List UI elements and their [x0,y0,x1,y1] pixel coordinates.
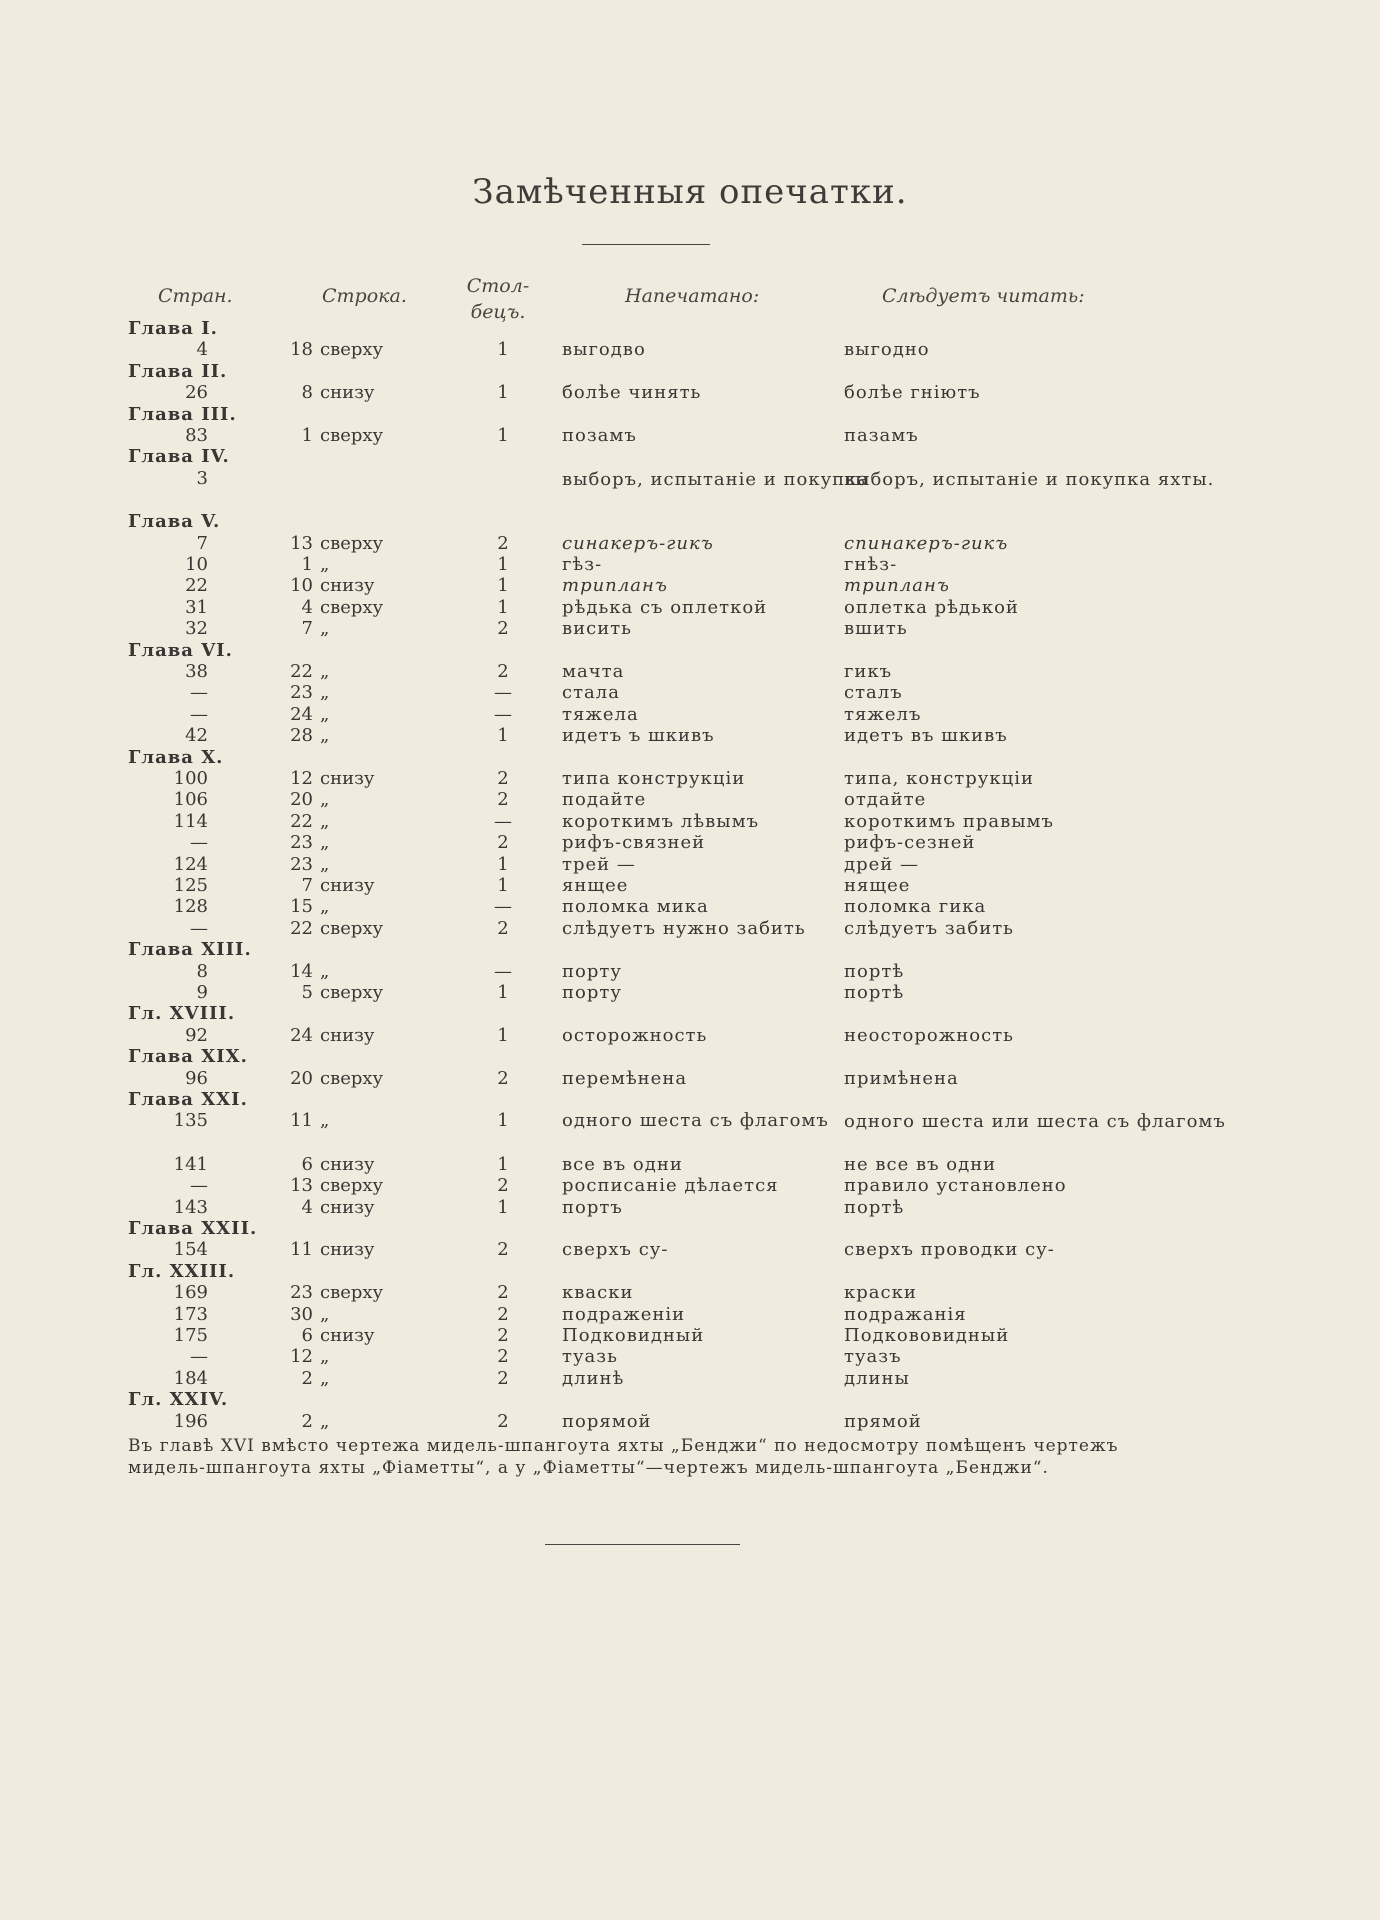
printed-cell: синакеръ-гикъ [562,532,714,554]
printed-cell: короткимъ лѣвымъ [562,810,760,832]
chapter-heading [0,404,1380,426]
correct-reading-cell: сталъ [844,682,903,704]
table-row [0,1110,1380,1132]
chapter-label: Гл. XXIV. [128,1389,229,1411]
line-number-cell: 23 [290,853,313,875]
correct-reading-cell: примѣнена [844,1067,959,1089]
printed-cell: типа конструкціи [562,768,746,789]
column-cell: 2 [497,661,509,682]
printed-cell: порямой [562,1410,652,1432]
line-number-cell: 20 [290,1067,313,1089]
line-position-cell: сверху [320,1282,384,1304]
correct-reading-cell: гнѣз- [844,554,898,575]
line-position-cell: „ [320,896,330,918]
chapter-label: Глава II. [128,360,228,382]
correct-reading-cell: вшить [844,618,908,640]
correct-reading-cell: поломка гика [844,896,987,918]
correct-reading-cell: выборъ, испытаніе и покупка яхты. [844,468,1215,490]
page-cell: — [190,682,208,704]
correct-reading-cell: оплетка рѣдькой [844,596,1019,618]
correct-reading-cell: болѣе гніютъ [844,382,981,404]
page-cell: 4 [196,339,208,361]
line-position-cell: снизу [320,768,375,789]
chapter-heading [0,1089,1380,1111]
line-number-cell: 30 [290,1303,313,1325]
page-cell: 124 [173,853,208,875]
chapter-label: Глава III. [128,403,237,425]
table-row [0,1197,1380,1219]
correct-reading-cell: портѣ [844,1196,905,1218]
table-row [0,982,1380,1004]
column-cell: — [494,703,512,725]
chapter-heading [0,1003,1380,1025]
table-row [0,961,1380,983]
correct-reading-cell: длины [844,1367,910,1389]
printed-cell: росписаніе дѣлается [562,1175,779,1197]
correct-reading-cell: слѣдуетъ забить [844,917,1014,939]
column-cell: 1 [497,339,509,361]
line-position-cell: „ [320,1367,330,1389]
line-number-cell: 7 [301,875,313,896]
column-cell: 1 [497,1024,509,1046]
printed-cell: стала [562,682,620,704]
correct-reading-cell: тяжелъ [844,703,922,725]
column-cell: 1 [497,725,509,747]
line-position-cell: снизу [320,1239,375,1261]
chapter-label: Глава I. [128,318,218,339]
correct-reading-cell: короткимъ правымъ [844,810,1054,832]
page-cell: — [190,1346,208,1368]
footnote: Въ главѣ XVI вмѣсто чертежа мидель-шпангоута яхты „Бенджи“ по недосмотру помѣщенъ чертежъ мидель-шпангоута яхты „Фіаметты“, а у „Фіаметты“—чертежъ мидель-шпангоута „Бенджи“. [128,1436,1119,1478]
chapter-label: Гл. XVIII. [128,1003,236,1025]
printed-cell: подайте [562,789,647,811]
chapter-heading [0,446,1380,468]
chapter-label: Глава XXI. [128,1089,248,1110]
printed-cell: мачта [562,661,625,682]
page-cell: 7 [196,532,208,554]
line-number-cell: 22 [290,810,313,832]
chapter-label: Глава X. [128,746,224,768]
column-cell: 2 [497,832,509,854]
column-cell: 2 [497,1067,509,1089]
printed-cell: позамъ [562,425,637,446]
line-position-cell: сверху [320,1067,384,1089]
correct-reading-cell: портѣ [844,960,905,982]
line-position-cell: „ [320,682,330,704]
correct-reading-cell: портѣ [844,982,905,1003]
line-number-cell: 2 [301,1367,313,1389]
page-cell: 143 [173,1196,208,1218]
printed-cell: сверхъ су- [562,1239,669,1261]
table-row [0,533,1380,555]
table-row [0,1346,1380,1368]
column-cell: — [494,896,512,918]
line-number-cell: 22 [290,661,313,682]
table-row [0,875,1380,897]
page-cell: 173 [173,1303,208,1325]
page-cell: 169 [173,1282,208,1304]
chapter-label: Глава XIX. [128,1046,248,1068]
column-cell: 2 [497,1239,509,1261]
page-cell: 100 [173,768,208,789]
line-number-cell: 15 [290,896,313,918]
table-row [0,896,1380,918]
column-cell: 2 [497,917,509,939]
correct-reading-cell: нящее [844,875,911,896]
printed-cell: перемѣнена [562,1067,688,1089]
table-row [0,832,1380,854]
table-row [0,339,1380,361]
table-row [0,661,1380,683]
page-cell: 125 [173,875,208,896]
column-cell: 2 [497,1346,509,1368]
chapter-heading [0,1261,1380,1283]
line-number-cell: 24 [290,703,313,725]
page-cell: 196 [173,1410,208,1432]
line-position-cell: „ [320,1346,330,1368]
line-number-cell: 8 [301,382,313,404]
column-cell: — [494,810,512,832]
column-cell: 2 [497,1367,509,1389]
printed-cell: выгодво [562,339,646,361]
printed-cell: рифъ-связней [562,832,706,854]
printed-cell: тяжела [562,703,639,725]
line-number-cell: 11 [290,1110,313,1132]
printed-cell: все въ одни [562,1153,683,1175]
table-row [0,768,1380,790]
table-row [0,618,1380,640]
line-number-cell: 23 [290,1282,313,1304]
page-cell: 135 [173,1110,208,1132]
chapter-label: Глава VI. [128,639,233,661]
table-row [0,918,1380,940]
page-cell: — [190,703,208,725]
table-row [0,1304,1380,1326]
printed-cell: поломка мика [562,896,709,918]
line-number-cell: 22 [290,917,313,939]
line-number-cell: 6 [301,1325,313,1346]
line-number-cell: 24 [290,1024,313,1046]
printed-cell: идетъ ъ шкивъ [562,725,715,747]
column-cell: 2 [497,618,509,640]
line-number-cell: 5 [301,982,313,1003]
page-cell: 3 [196,467,208,489]
line-position-cell: „ [320,810,330,832]
line-position-cell: снизу [320,382,375,404]
correct-reading-cell: неосторожность [844,1024,1014,1046]
column-cell: 2 [497,1175,509,1197]
table-row [0,1411,1380,1433]
page-title: Замѣченныя опечатки. [472,172,908,212]
line-number-cell: 13 [290,532,313,554]
table-row [0,575,1380,597]
line-position-cell: снизу [320,1153,375,1175]
column-cell: 1 [497,875,509,896]
column-cell: — [494,682,512,704]
printed-cell: рѣдька съ оплеткой [562,596,768,618]
column-cell: 2 [497,789,509,811]
chapter-label: Гл. XXIII. [128,1260,236,1282]
printed-cell: кваски [562,1282,634,1304]
line-number-cell: 1 [301,425,313,446]
table-row [0,789,1380,811]
correct-reading-cell: сверхъ проводки су- [844,1239,1055,1261]
line-number-cell: 20 [290,789,313,811]
table-row [0,1239,1380,1261]
column-cell: 1 [497,1153,509,1175]
table-row [0,1175,1380,1197]
correct-reading-cell: туазъ [844,1346,902,1368]
table-row [0,1068,1380,1090]
page-cell: 154 [173,1239,208,1261]
chapter-label: Глава IV. [128,446,230,468]
line-position-cell: „ [320,1110,330,1132]
printed-cell: трипланъ [562,575,668,597]
chapter-heading [0,1389,1380,1411]
page-cell: 184 [173,1367,208,1389]
page-cell: 141 [173,1153,208,1175]
table-row [0,554,1380,576]
page-cell: — [190,832,208,854]
table-row [0,1282,1380,1304]
correct-reading-cell: одного шеста или шеста съ флагомъ [844,1111,1226,1133]
printed-cell: длинѣ [562,1367,625,1389]
printed-cell: туазь [562,1346,618,1368]
page-cell: 38 [185,661,208,682]
line-position-cell: сверху [320,596,384,618]
line-position-cell: сверху [320,339,384,361]
line-number-cell: 4 [301,596,313,618]
page-cell: 26 [185,382,208,404]
page-cell: — [190,1175,208,1197]
chapter-label: Глава V. [128,511,221,533]
line-number-cell: 12 [290,1346,313,1368]
line-position-cell: сверху [320,532,384,554]
column-cell: 2 [497,1325,509,1346]
correct-reading-cell: пазамъ [844,425,919,446]
chapter-label: Глава XIII. [128,939,252,961]
table-row [0,1025,1380,1047]
line-number-cell: 2 [301,1410,313,1432]
page-cell: 10 [185,554,208,575]
line-position-cell: снизу [320,875,375,896]
chapter-heading [0,1046,1380,1068]
column-cell: 1 [497,853,509,875]
page-cell: 32 [185,618,208,640]
header-page: Стран. [158,285,233,307]
correct-reading-cell: не все въ одни [844,1153,997,1175]
line-position-cell: „ [320,703,330,725]
line-position-cell: „ [320,554,330,575]
table-row [0,468,1380,490]
page-cell: 42 [185,725,208,747]
chapter-heading [0,361,1380,383]
page-cell: 83 [185,425,208,446]
chapter-heading [0,747,1380,769]
correct-reading-cell: отдайте [844,789,927,811]
page-cell: 22 [185,575,208,597]
page-cell: 175 [173,1325,208,1346]
column-cell: 1 [497,596,509,618]
line-position-cell: „ [320,853,330,875]
table-row [0,725,1380,747]
line-position-cell: снизу [320,1325,375,1346]
line-number-cell: 10 [290,575,313,597]
printed-cell: висить [562,618,632,640]
header-column: Стол- бецъ. [466,275,530,323]
line-position-cell: снизу [320,1196,375,1218]
correct-reading-cell: краски [844,1282,917,1304]
line-number-cell: 18 [290,339,313,361]
printed-cell: болѣе чинять [562,382,702,404]
line-number-cell: 12 [290,768,313,789]
column-cell: 1 [497,382,509,404]
page-cell: — [190,917,208,939]
correct-reading-cell: типа, конструкціи [844,768,1034,789]
correct-reading-cell: гикъ [844,661,893,682]
printed-cell: одного шеста съ флагомъ [562,1110,829,1132]
page-cell: 96 [185,1067,208,1089]
line-position-cell: сверху [320,425,384,446]
printed-cell: янщее [562,875,629,896]
chapter-heading [0,640,1380,662]
column-cell: 2 [497,1282,509,1304]
line-position-cell: сверху [320,1175,384,1197]
line-position-cell: „ [320,618,330,640]
column-cell: 2 [497,532,509,554]
chapter-heading [0,318,1380,340]
line-position-cell: „ [320,1303,330,1325]
page-cell: 128 [173,896,208,918]
column-cell: 1 [497,1196,509,1218]
correct-reading-cell: подражанія [844,1303,967,1325]
printed-cell: гѣз- [562,554,603,575]
table-row [0,1368,1380,1390]
page-cell: 114 [173,810,208,832]
chapter-heading [0,939,1380,961]
column-cell: 2 [497,1303,509,1325]
line-position-cell: „ [320,789,330,811]
line-number-cell: 23 [290,832,313,854]
line-number-cell: 13 [290,1175,313,1197]
page-cell: 9 [196,982,208,1003]
printed-cell: портъ [562,1196,623,1218]
correct-reading-cell: спинакеръ-гикъ [844,532,1009,554]
correct-reading-cell: правило установлено [844,1175,1067,1197]
line-number-cell: 1 [301,554,313,575]
column-cell: 1 [497,425,509,446]
header-read: Слѣдуетъ читать: [882,285,1085,307]
table-row [0,597,1380,619]
page-cell: 106 [173,789,208,811]
correct-reading-cell: прямой [844,1410,922,1432]
header-line: Строка. [322,285,407,307]
printed-cell: Подковидный [562,1325,705,1346]
page-cell: 31 [185,596,208,618]
column-cell: 2 [497,768,509,789]
correct-reading-cell: идетъ въ шкивъ [844,725,1008,747]
line-position-cell: „ [320,832,330,854]
column-cell: — [494,960,512,982]
column-cell: 1 [497,575,509,597]
line-position-cell: сверху [320,982,384,1003]
table-row [0,1325,1380,1347]
correct-reading-cell: рифъ-сезней [844,832,976,854]
line-number-cell: 7 [301,618,313,640]
line-position-cell: „ [320,960,330,982]
chapter-heading [0,511,1380,533]
table-row [0,682,1380,704]
page-cell: 92 [185,1024,208,1046]
table-row [0,811,1380,833]
printed-cell: порту [562,960,622,982]
bottom-divider [545,1544,740,1545]
line-position-cell: сверху [320,917,384,939]
table-row [0,854,1380,876]
printed-cell: выборъ, испытаніе и покупка [562,468,870,490]
correct-reading-cell: Подкововидный [844,1325,1010,1346]
line-number-cell: 4 [301,1196,313,1218]
printed-cell: трей — [562,853,636,875]
table-row [0,1154,1380,1176]
header-printed: Напечатано: [625,285,760,307]
line-position-cell: снизу [320,575,375,597]
table-row [0,704,1380,726]
line-number-cell: 28 [290,725,313,747]
correct-reading-cell: выгодно [844,339,930,361]
line-number-cell: 23 [290,682,313,704]
page-cell: 8 [196,960,208,982]
column-cell: 2 [497,1410,509,1432]
column-cell: 1 [497,1110,509,1132]
line-position-cell: „ [320,725,330,747]
line-position-cell: снизу [320,1024,375,1046]
chapter-heading [0,1218,1380,1240]
line-position-cell: „ [320,1410,330,1432]
correct-reading-cell: дрей — [844,853,919,875]
table-row [0,382,1380,404]
column-cell: 1 [497,982,509,1003]
line-number-cell: 6 [301,1153,313,1175]
line-number-cell: 14 [290,960,313,982]
table-row [0,425,1380,447]
column-cell: 1 [497,554,509,575]
correct-reading-cell: трипланъ [844,575,950,597]
printed-cell: слѣдуетъ нужно забить [562,917,806,939]
printed-cell: осторожность [562,1024,708,1046]
printed-cell: подраженіи [562,1303,686,1325]
line-position-cell: „ [320,661,330,682]
chapter-label: Глава XXII. [128,1218,258,1239]
line-number-cell: 11 [290,1239,313,1261]
printed-cell: порту [562,982,622,1003]
